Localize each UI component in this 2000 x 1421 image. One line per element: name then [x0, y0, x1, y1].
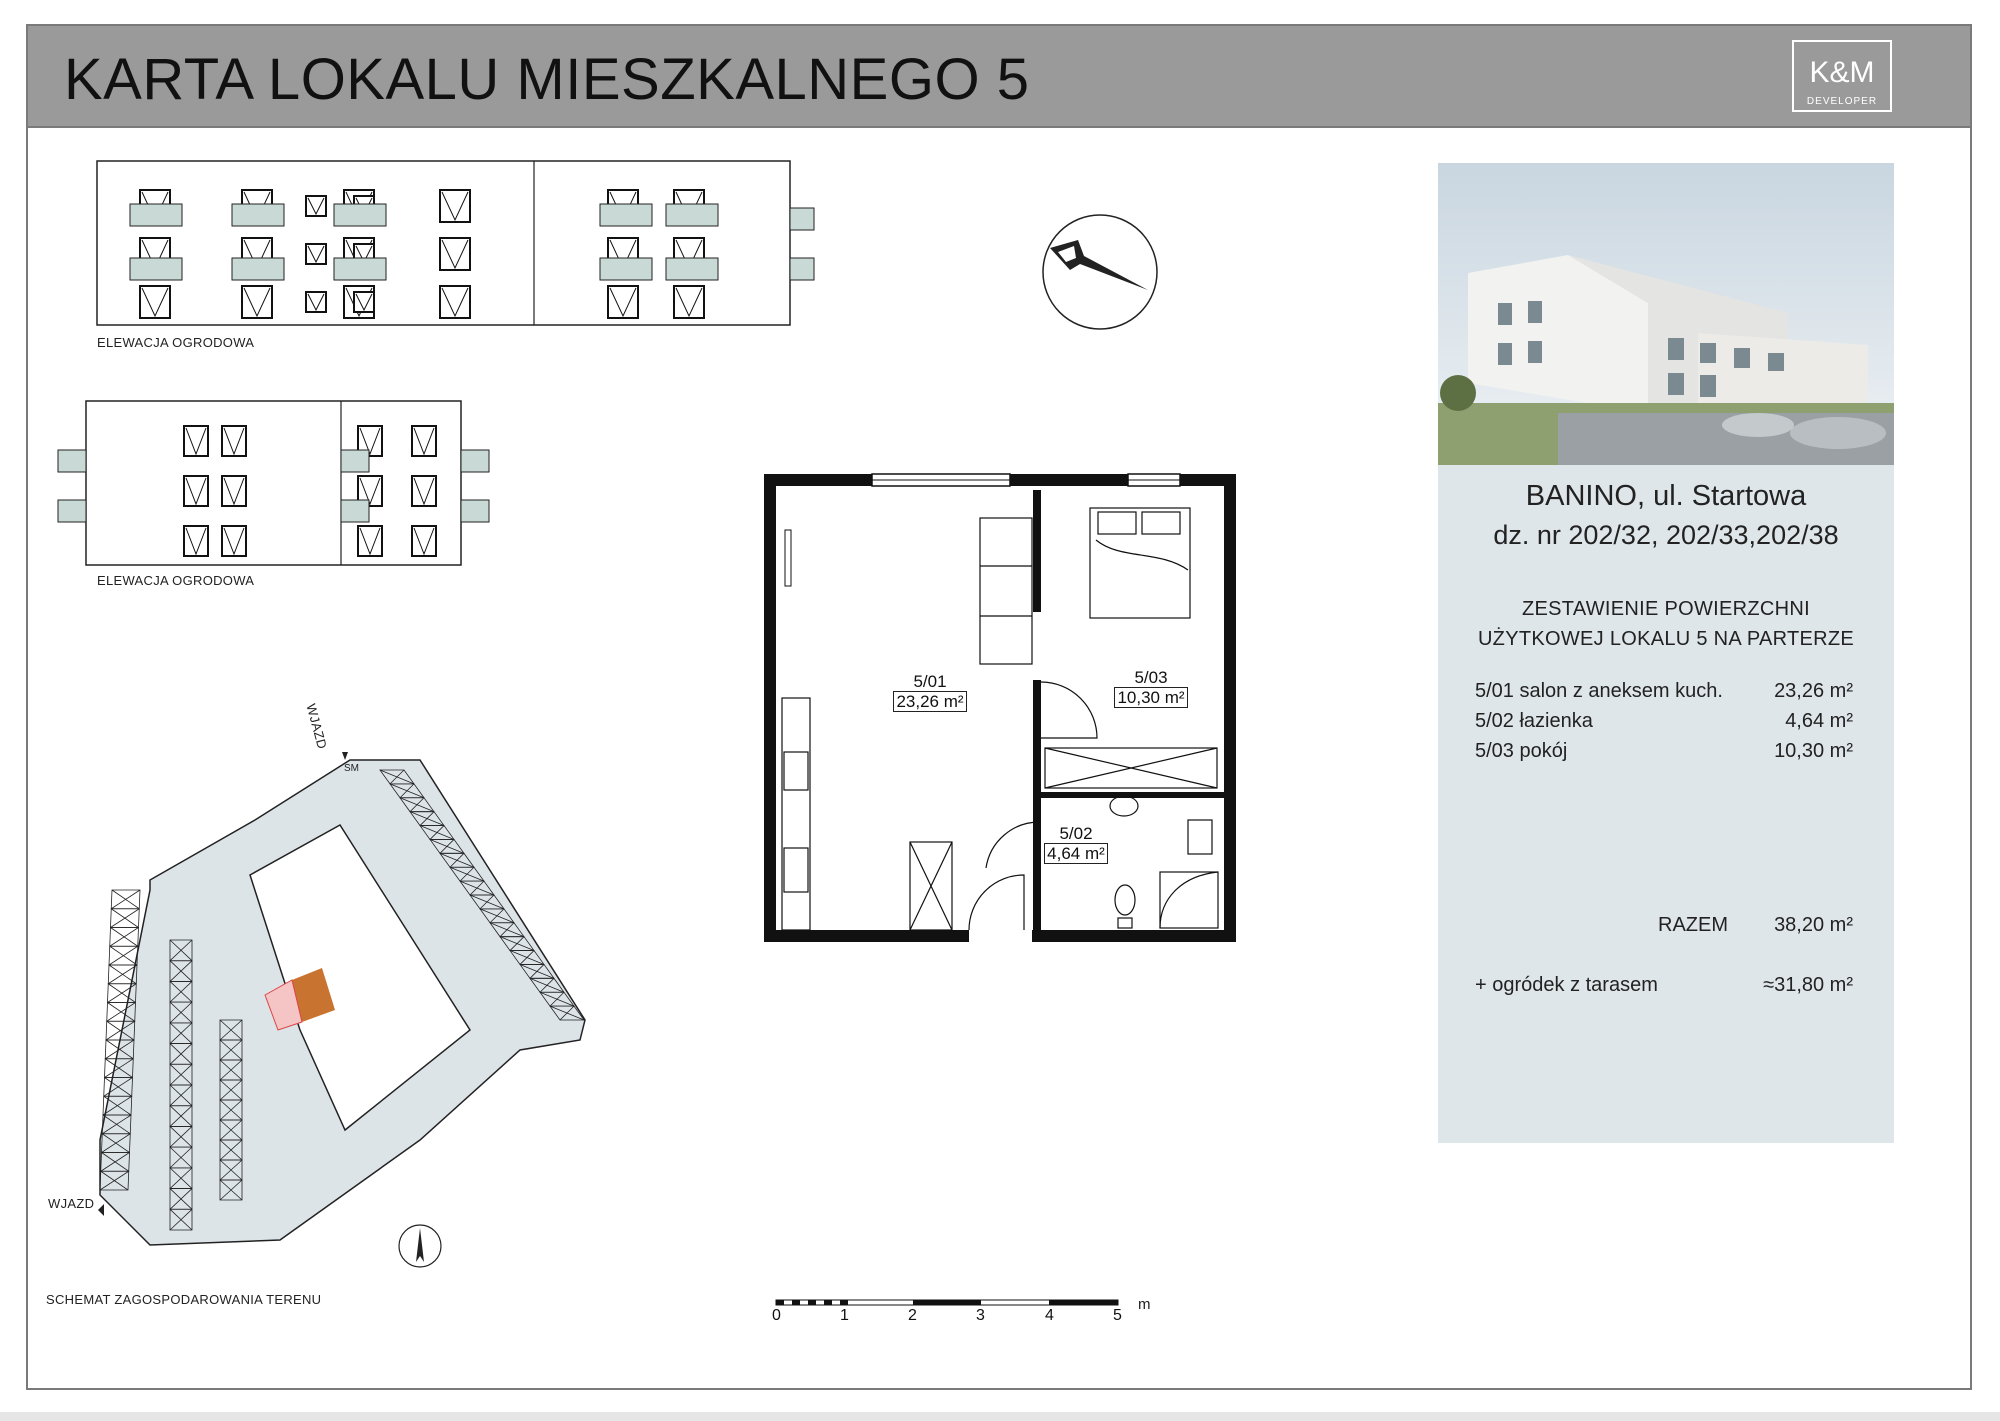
page-title: KARTA LOKALU MIESZKALNEGO 5 [64, 47, 1030, 112]
total-label: RAZEM [1658, 914, 1728, 936]
north-arrow-small-icon [396, 1222, 444, 1270]
bottom-strip [0, 1412, 2000, 1421]
scale-unit: m [1138, 1296, 1151, 1313]
balcony [666, 258, 718, 280]
window-icon [440, 286, 470, 318]
balcony [334, 204, 386, 226]
total-value: 38,20 m² [1774, 914, 1853, 936]
area-row-value: 23,26 m² [1774, 680, 1853, 702]
window-icon [222, 426, 246, 456]
window-icon [242, 286, 272, 318]
balcony [232, 204, 284, 226]
window-icon [222, 476, 246, 506]
area-row-label: 5/02 łazienka [1475, 710, 1593, 732]
room-5-03-id: 5/03 [1134, 668, 1168, 687]
scale-tick-label: 5 [1113, 1307, 1122, 1324]
window-icon [440, 238, 470, 270]
elevation-garden-bottom [58, 400, 498, 570]
balcony [341, 500, 369, 522]
balcony [232, 258, 284, 280]
scale-tick-label: 4 [1045, 1307, 1054, 1324]
window-icon [412, 426, 436, 456]
sm-tag: SM [344, 763, 359, 774]
site-plan [40, 690, 600, 1250]
room-5-02-label [1036, 824, 1116, 864]
building-visualization [1438, 163, 1894, 465]
window-icon [184, 426, 208, 456]
elevation-garden-top [96, 160, 826, 330]
elevation-top-label: ELEWACJA OGRODOWA [97, 335, 255, 350]
area-row-value: 10,30 m² [1774, 740, 1853, 762]
balcony [600, 258, 652, 280]
entry-left-label: WJAZD [48, 1196, 95, 1211]
balcony [461, 450, 489, 472]
scale-tick-label: 0 [772, 1307, 781, 1324]
balcony [461, 500, 489, 522]
balcony [58, 500, 86, 522]
entry-top-label: WJAZD [303, 702, 330, 751]
window-icon [440, 190, 470, 222]
logo-subtext: DEVELOPER [1806, 96, 1878, 107]
room-5-02-id: 5/02 [1059, 824, 1093, 843]
area-summary-title [1438, 594, 1894, 654]
window-icon [140, 286, 170, 318]
balcony [58, 450, 86, 472]
balcony [130, 204, 182, 226]
balcony [790, 258, 814, 280]
logo-text: K&M [1809, 56, 1875, 89]
balcony [600, 204, 652, 226]
summary-line-1: ZESTAWIENIE POWIERZCHNI [1521, 598, 1810, 620]
area-row-label: 5/03 pokój [1475, 740, 1568, 762]
window-icon [222, 526, 246, 556]
window-icon [412, 476, 436, 506]
garden-label: + ogródek z tarasem [1475, 974, 1658, 996]
window-icon [184, 476, 208, 506]
room-5-01-label [890, 672, 970, 712]
room-5-01-area: 23,26 m² [893, 691, 966, 712]
site-plan-label: SCHEMAT ZAGOSPODAROWANIA TERENU [46, 1292, 322, 1307]
balcony [666, 204, 718, 226]
balcony [790, 208, 814, 230]
summary-line-2: UŻYTKOWEJ LOKALU 5 NA PARTERZE [1477, 628, 1855, 650]
scale-tick-label: 3 [976, 1307, 985, 1324]
floor-plan [760, 470, 1240, 950]
window-icon [412, 526, 436, 556]
balcony [341, 450, 369, 472]
room-5-02-area: 4,64 m² [1044, 843, 1108, 864]
scale-tick-label: 1 [840, 1307, 849, 1324]
room-5-03-label [1108, 668, 1194, 708]
parcel-numbers: dz. nr 202/32, 202/33,202/38 [1493, 520, 1839, 550]
area-row-label: 5/01 salon z aneksem kuch. [1475, 680, 1723, 702]
km-developer-logo [1792, 40, 1892, 112]
window-icon [358, 526, 382, 556]
balcony [334, 258, 386, 280]
window-icon [184, 526, 208, 556]
window-icon [674, 286, 704, 318]
window-icon [608, 286, 638, 318]
garden-value: ≈31,80 m² [1763, 974, 1853, 996]
north-arrow-icon [1040, 212, 1160, 332]
room-5-03-area: 10,30 m² [1114, 687, 1187, 708]
scale-bar [776, 1298, 1136, 1308]
elevation-bottom-label: ELEWACJA OGRODOWA [97, 573, 255, 588]
title-bar [26, 24, 1972, 128]
room-5-01-id: 5/01 [913, 672, 947, 691]
scale-tick-label: 2 [908, 1307, 917, 1324]
location-city: BANINO, ul. Startowa [1525, 480, 1807, 512]
balcony [130, 258, 182, 280]
area-row-value: 4,64 m² [1785, 710, 1853, 732]
